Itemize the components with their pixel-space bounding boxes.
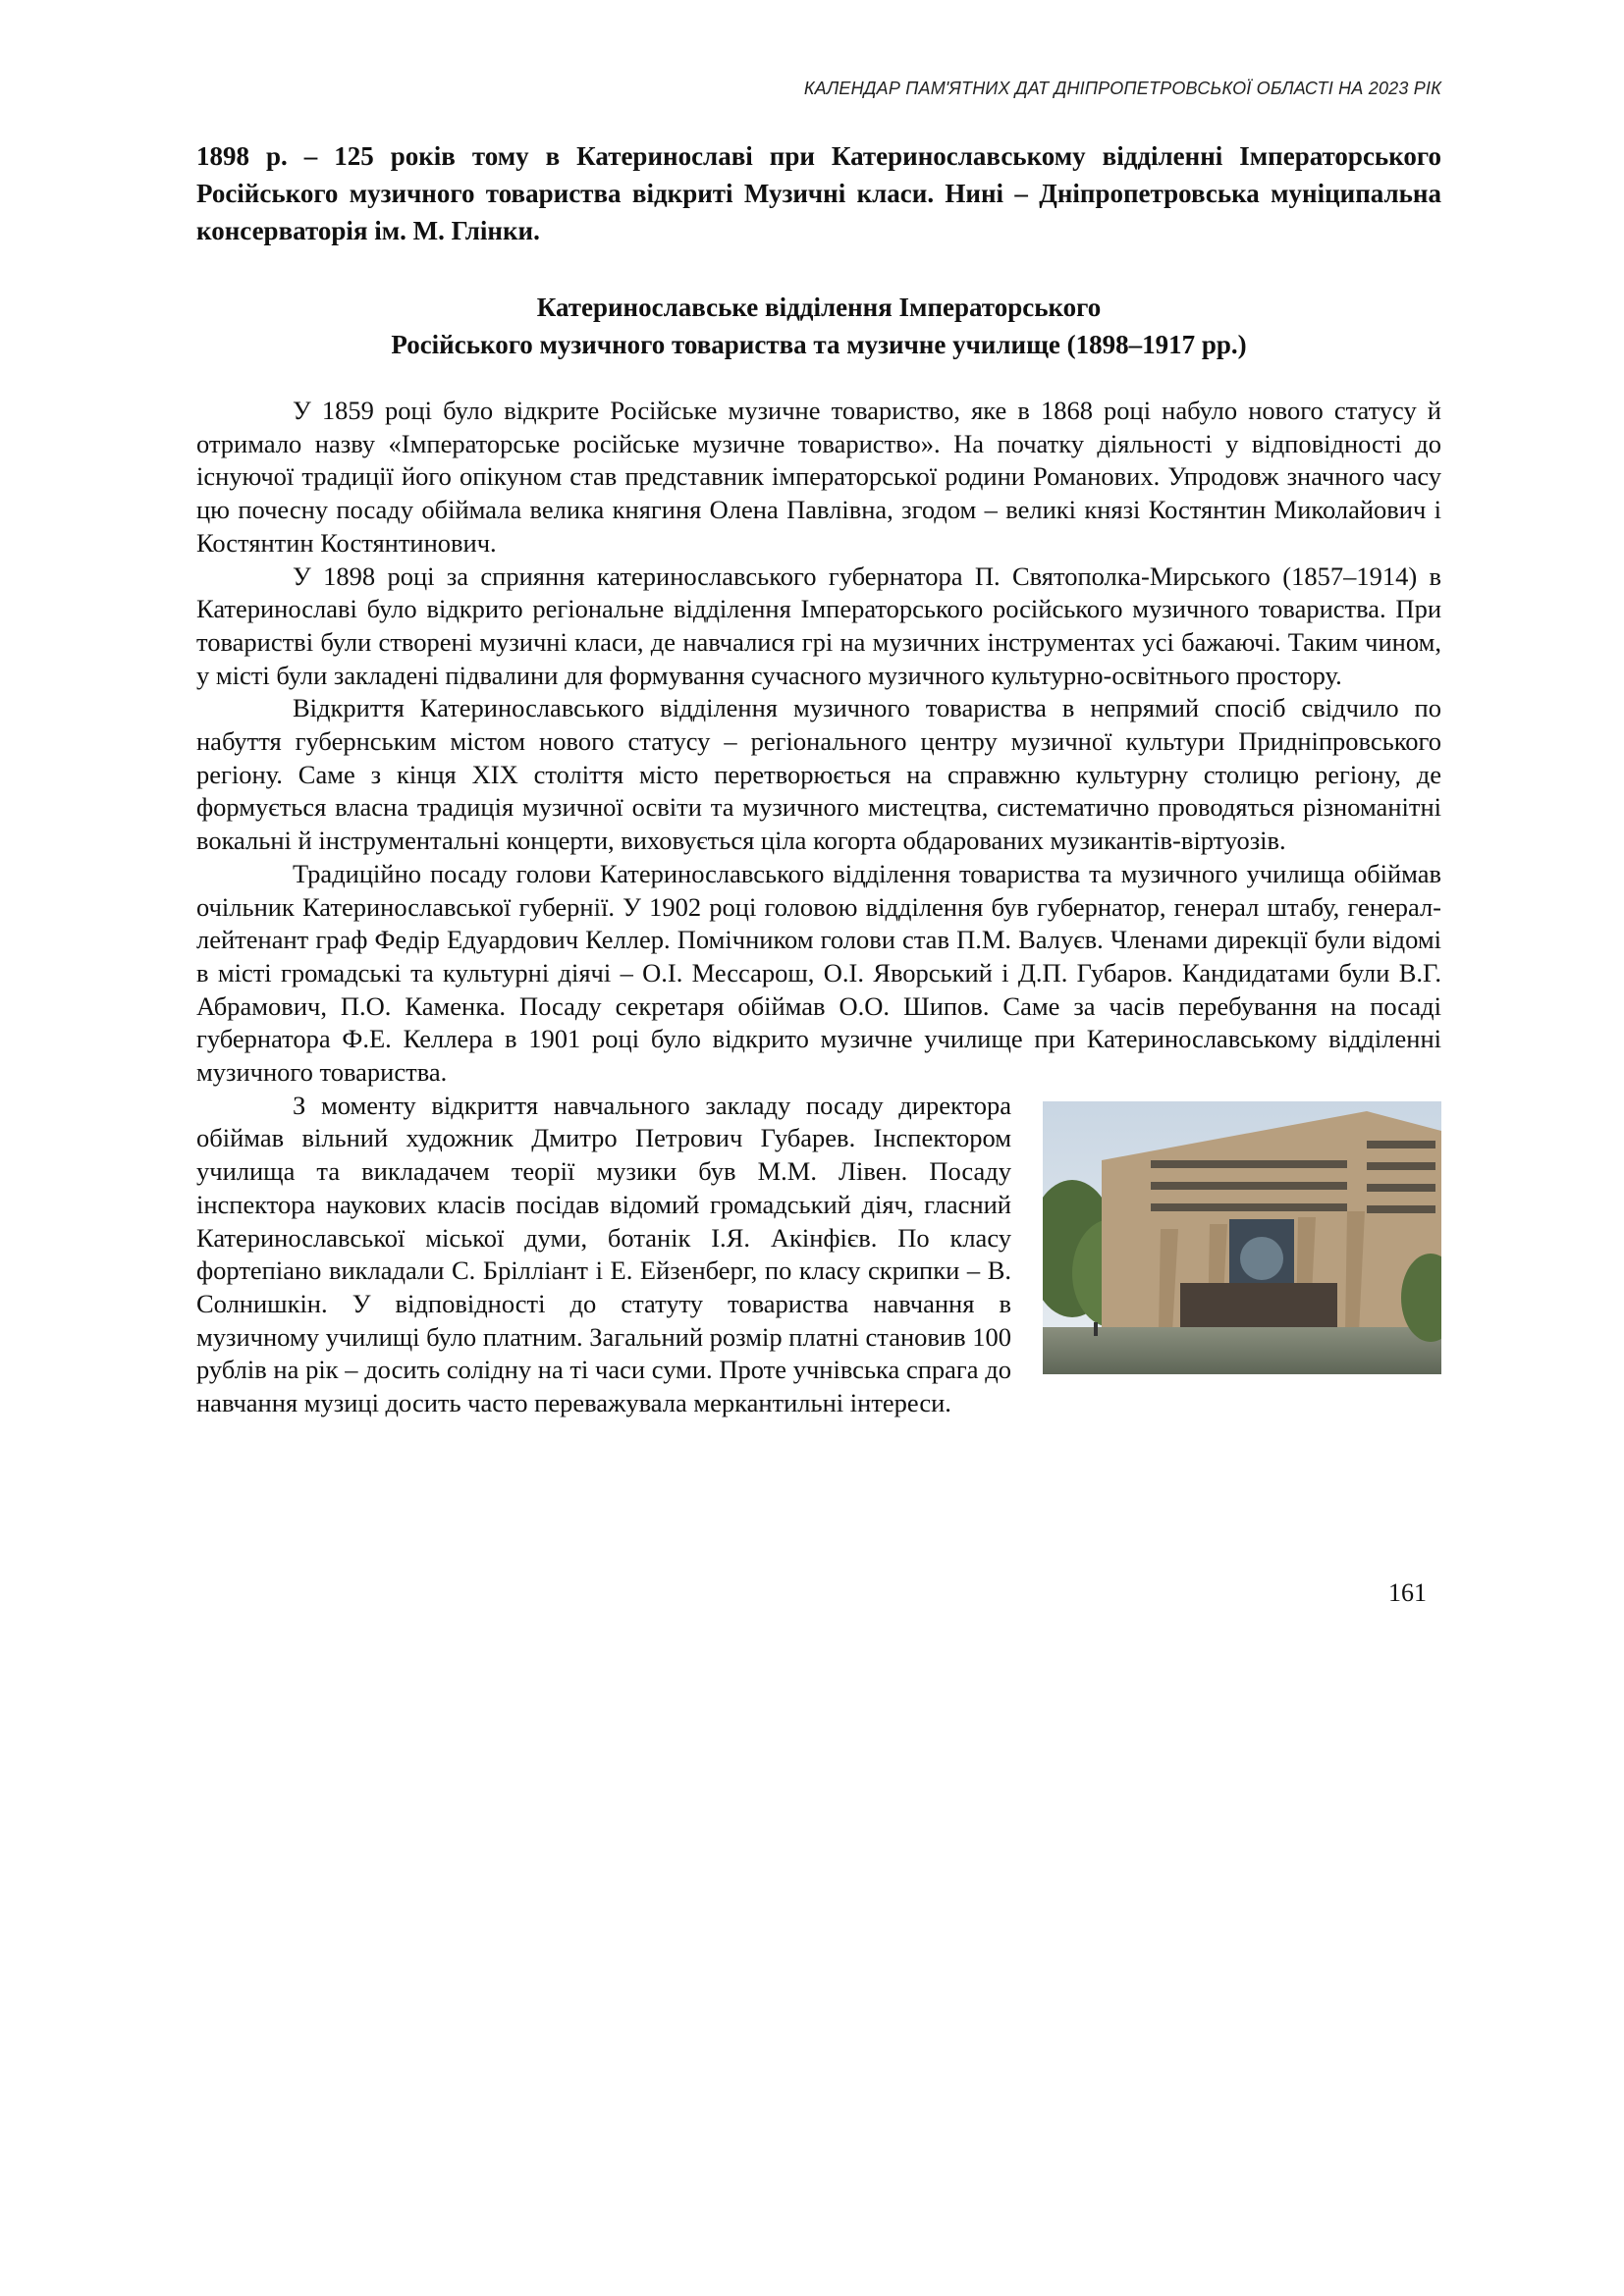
running-header: КАЛЕНДАР ПАМ'ЯТНИХ ДАТ ДНІПРОПЕТРОВСЬКОЇ ОБЛАСТІ НА 2023 РІК bbox=[803, 79, 1441, 98]
page-number: 161 bbox=[1388, 1578, 1427, 1607]
paragraph-1: У 1859 році було відкрите Російське музичне товариство, яке в 1868 році набуло нового статусу й отримало назву «Імператорське російське музичне товариство». На початку діяльності у відповідності до існуючої традиції його опікуном став представник імператорської родини Романових. Упродовж значного часу цю почесну посаду обіймала велика княгиня Олена Павлівна, згодом – великі князі Костянтин Миколайович і Костянтин Костянтинович. bbox=[196, 396, 1441, 558]
paragraph-3: Відкриття Катеринославського відділення музичного товариства в непрямий спосіб свідчило по набуття губернським містом нового статусу – регіонального центру музичної культури Придніпровського регіону. Саме з кінця XIX століття місто перетворюється на справжню культурну столицю регіону, де формується власна традиція музичної освіти та музичного мистецтва, систематично проводяться різноманітні вокальні й інструментальні концерти, виховується ціла когорта обдарованих музикантів-віртуозів. bbox=[196, 693, 1441, 856]
lead-announcement: 1898 р. – 125 років тому в Катеринославі при Катеринославському відділенні Імператорського Російського музичного товариства відкриті Музичні класи. Нині – Дніпропетровська муніципальна консерваторія ім. М. Глінки. bbox=[196, 141, 1441, 245]
page-content bbox=[196, 137, 1441, 1420]
section-title-line-2: Російського музичного товариства та музичне училище (1898–1917 рр.) bbox=[391, 330, 1247, 359]
paragraph-4: Традиційно посаду голови Катеринославського відділення товариства та музичного училища обіймав очільник Катеринославської губернії. У 1902 році головою відділення був губернатор, генерал штабу, генерал-лейтенант граф Федір Едуардович Келлер. Помічником голови став П.М. Валуєв. Членами дирекції були відомі в місті громадські та культурні діячі – О.І. Мессарош, О.І. Яворський і Д.П. Губаров. Кандидатами були В.Г. Абрамович, П.О. Каменка. Посаду секретаря обіймав О.О. Шипов. Саме за часів перебування на посаді губернатора Ф.Е. Келлера в 1901 році було відкрито музичне училище при Катеринославському відділенні музичного товариства. bbox=[196, 858, 1441, 1088]
section-title bbox=[196, 289, 1441, 363]
section-title-line-1: Катеринославське відділення Імператорського bbox=[536, 293, 1102, 322]
conservatory-building-photo bbox=[1043, 1101, 1441, 1374]
paragraph-2: У 1898 році за сприяння катеринославського губернатора П. Святополка-Мирського (1857–1914) в Катеринославі було відкрито регіональне відділення Імператорського російського музичного товариства. При товаристві були створені музичні класи, де навчалися грі на музичних інструментах усі бажаючі. Таким чином, у місті були закладені підвалини для формування сучасного музичного культурно-освітнього простору. bbox=[196, 561, 1441, 690]
paragraph-5: З моменту відкриття навчального закладу посаду директора обіймав вільний художник Дмитро Петрович Губарев. Інспектором училища та викладачем теорії музики був М.М. Лівен. Посаду інспектора наукових класів посідав відомий громадський діяч, гласний Катеринославської міської думи, ботанік І.Я. Акінфієв. По класу фортепіано викладали С. Брілліант і Е. Ейзенберг, по класу скрипки – В. Солнишкін. У відповідності до статуту товариства навчання в музичному училищі було платним. Загальний розмір платні становив 100 рублів на рік – досить солідну на ті часи суми. Проте учнівська спрага до навчання музиці досить часто переважувала меркантильні інтереси. bbox=[196, 1090, 1011, 1418]
building-illustration bbox=[1043, 1101, 1441, 1374]
